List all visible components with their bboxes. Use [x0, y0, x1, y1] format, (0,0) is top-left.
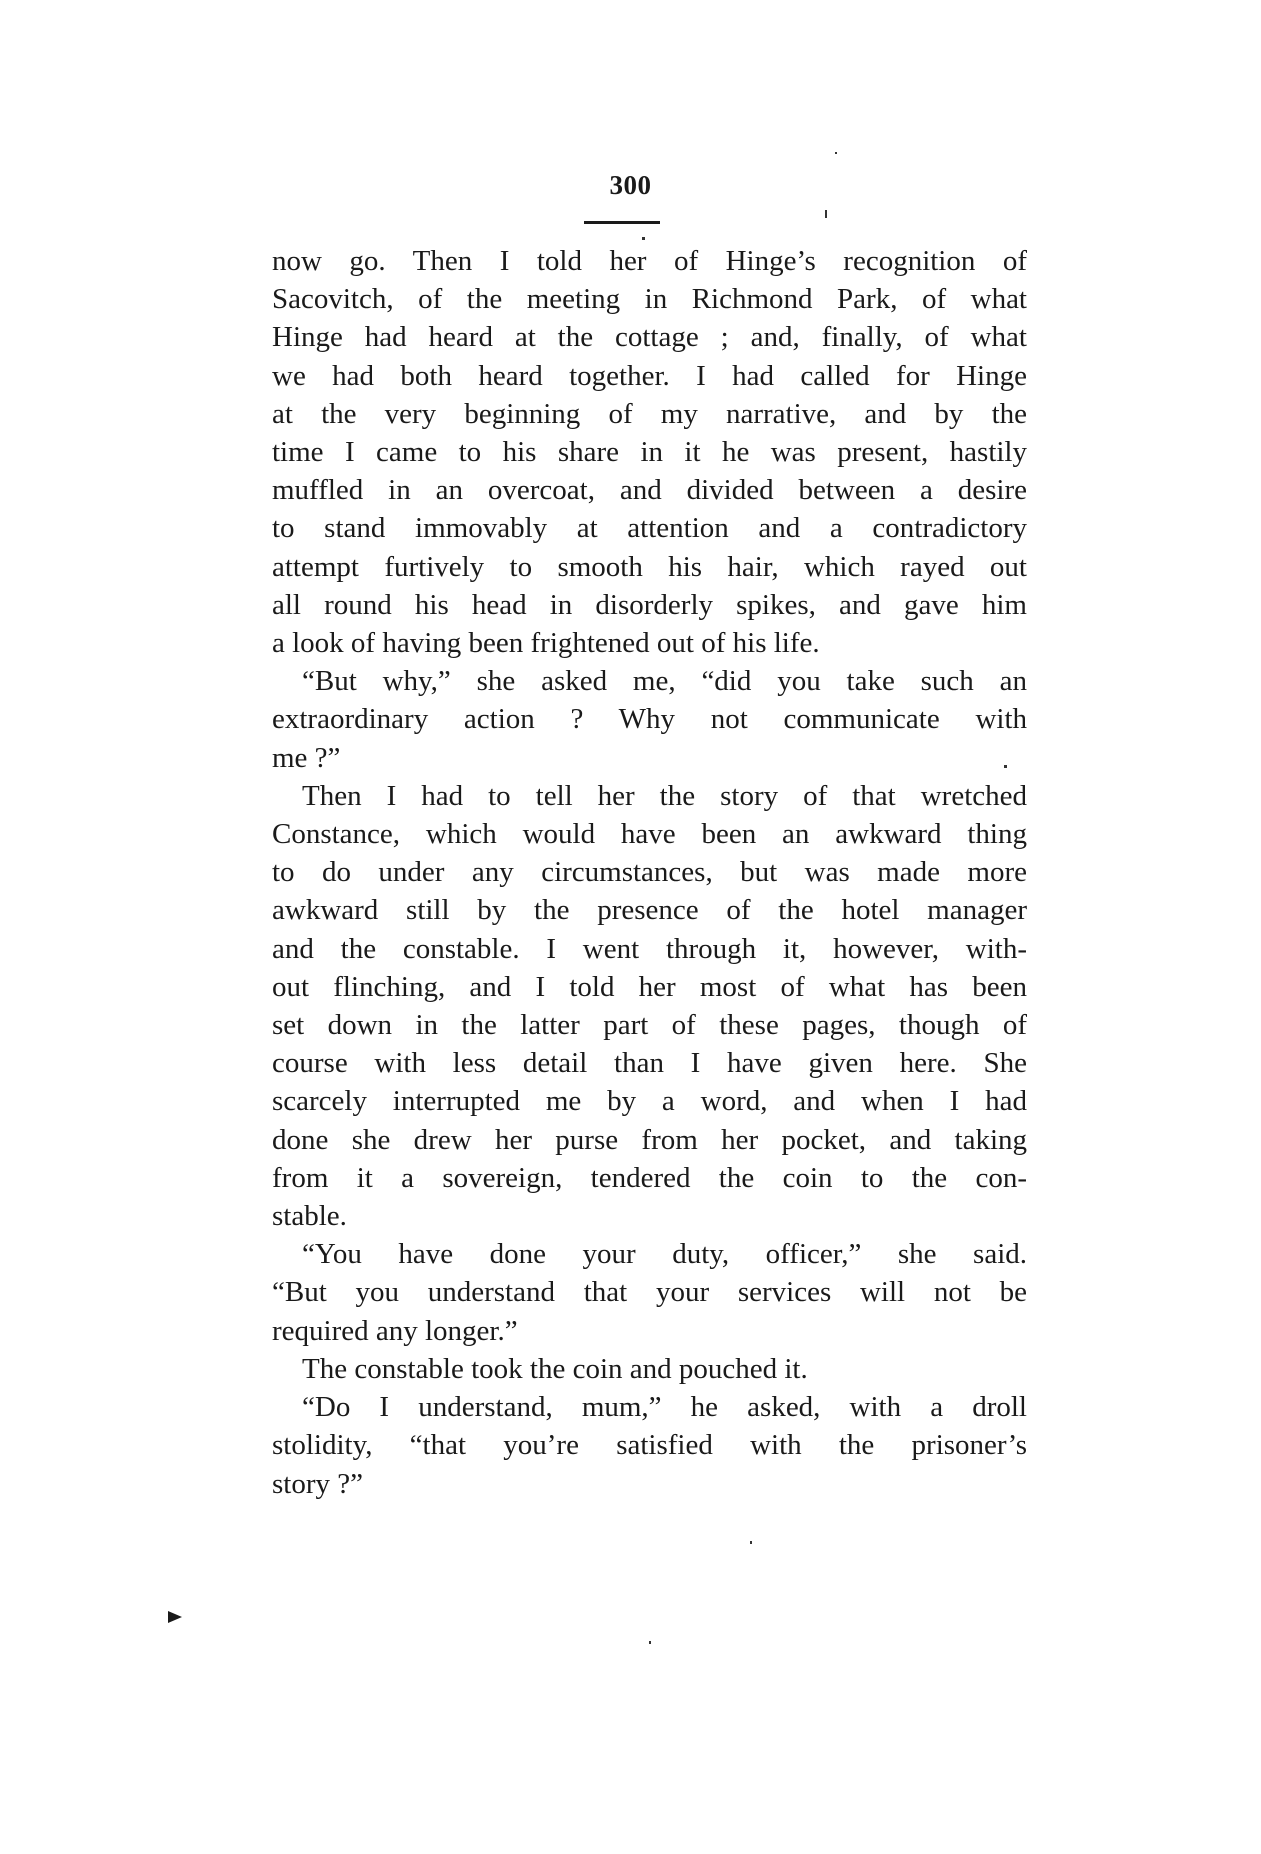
text-line: The constable took the coin and pouched it. — [302, 1352, 808, 1385]
print-speck — [649, 1641, 651, 1644]
page-number: 300 — [609, 170, 652, 200]
print-speck — [1004, 765, 1007, 768]
text-line: set down in the latter part of these pages, though of — [272, 1009, 1027, 1042]
text-line: “Do I understand, mum,” he asked, with a droll — [302, 1391, 1027, 1424]
text-line: me ?” — [272, 741, 341, 774]
text-line: course with less detail than I have given here. She — [272, 1047, 1027, 1080]
paragraph — [272, 242, 1027, 662]
text-line: Constance, which would have been an awkward thing — [272, 818, 1027, 851]
paragraph — [272, 1350, 1027, 1388]
text-line: awkward still by the presence of the hotel manager — [272, 894, 1027, 927]
print-speck — [825, 210, 827, 218]
print-speck — [750, 1541, 752, 1544]
text-line: we had both heard together. I had called for Hinge — [272, 359, 1027, 392]
text-line: from it a sovereign, tendered the coin to the con- — [272, 1161, 1027, 1194]
text-line: “But you understand that your services will not be — [272, 1276, 1027, 1309]
text-line: a look of having been frightened out of his life. — [272, 627, 820, 660]
paragraph — [272, 1235, 1027, 1350]
text-line: extraordinary action ? Why not communicate with — [272, 703, 1027, 736]
text-line: attempt furtively to smooth his hair, which rayed out — [272, 550, 1027, 583]
body-text — [272, 242, 1027, 1503]
text-line: time I came to his share in it he was present, hastily — [272, 436, 1027, 469]
paragraph — [272, 662, 1027, 777]
text-line: scarcely interrupted me by a word, and when I had — [272, 1085, 1027, 1118]
text-line: Then I had to tell her the story of that wretched — [302, 779, 1027, 812]
print-speck — [642, 237, 645, 240]
text-line: out flinching, and I told her most of what has been — [272, 970, 1027, 1003]
text-line: required any longer.” — [272, 1314, 518, 1347]
text-line: “You have done your duty, officer,” she said. — [302, 1238, 1027, 1271]
text-line: done she drew her purse from her pocket, and taking — [272, 1123, 1027, 1156]
text-line: to do under any circumstances, but was made more — [272, 856, 1027, 889]
paragraph — [272, 1388, 1027, 1503]
text-line: at the very beginning of my narrative, and by the — [272, 397, 1027, 430]
text-line: all round his head in disorderly spikes, and gave him — [272, 588, 1027, 621]
text-line: stable. — [272, 1200, 347, 1233]
printer-mark-icon — [168, 1611, 182, 1623]
text-line: story ?” — [272, 1467, 363, 1500]
text-line: stolidity, “that you’re satisfied with the prisoner’s — [272, 1429, 1027, 1462]
paragraph — [272, 777, 1027, 1235]
text-line: muffled in an overcoat, and divided between a desire — [272, 474, 1027, 507]
text-line: now go. Then I told her of Hinge’s recognition of — [272, 245, 1027, 277]
text-line: and the constable. I went through it, however, with- — [272, 932, 1027, 965]
text-line: Sacovitch, of the meeting in Richmond Park, of what — [272, 283, 1027, 316]
text-line: Hinge had heard at the cottage ; and, finally, of what — [272, 321, 1027, 354]
text-line: “But why,” she asked me, “did you take such an — [302, 665, 1027, 698]
print-speck — [835, 152, 837, 154]
page-number-rule — [584, 221, 660, 224]
text-line: to stand immovably at attention and a contradictory — [272, 512, 1027, 545]
